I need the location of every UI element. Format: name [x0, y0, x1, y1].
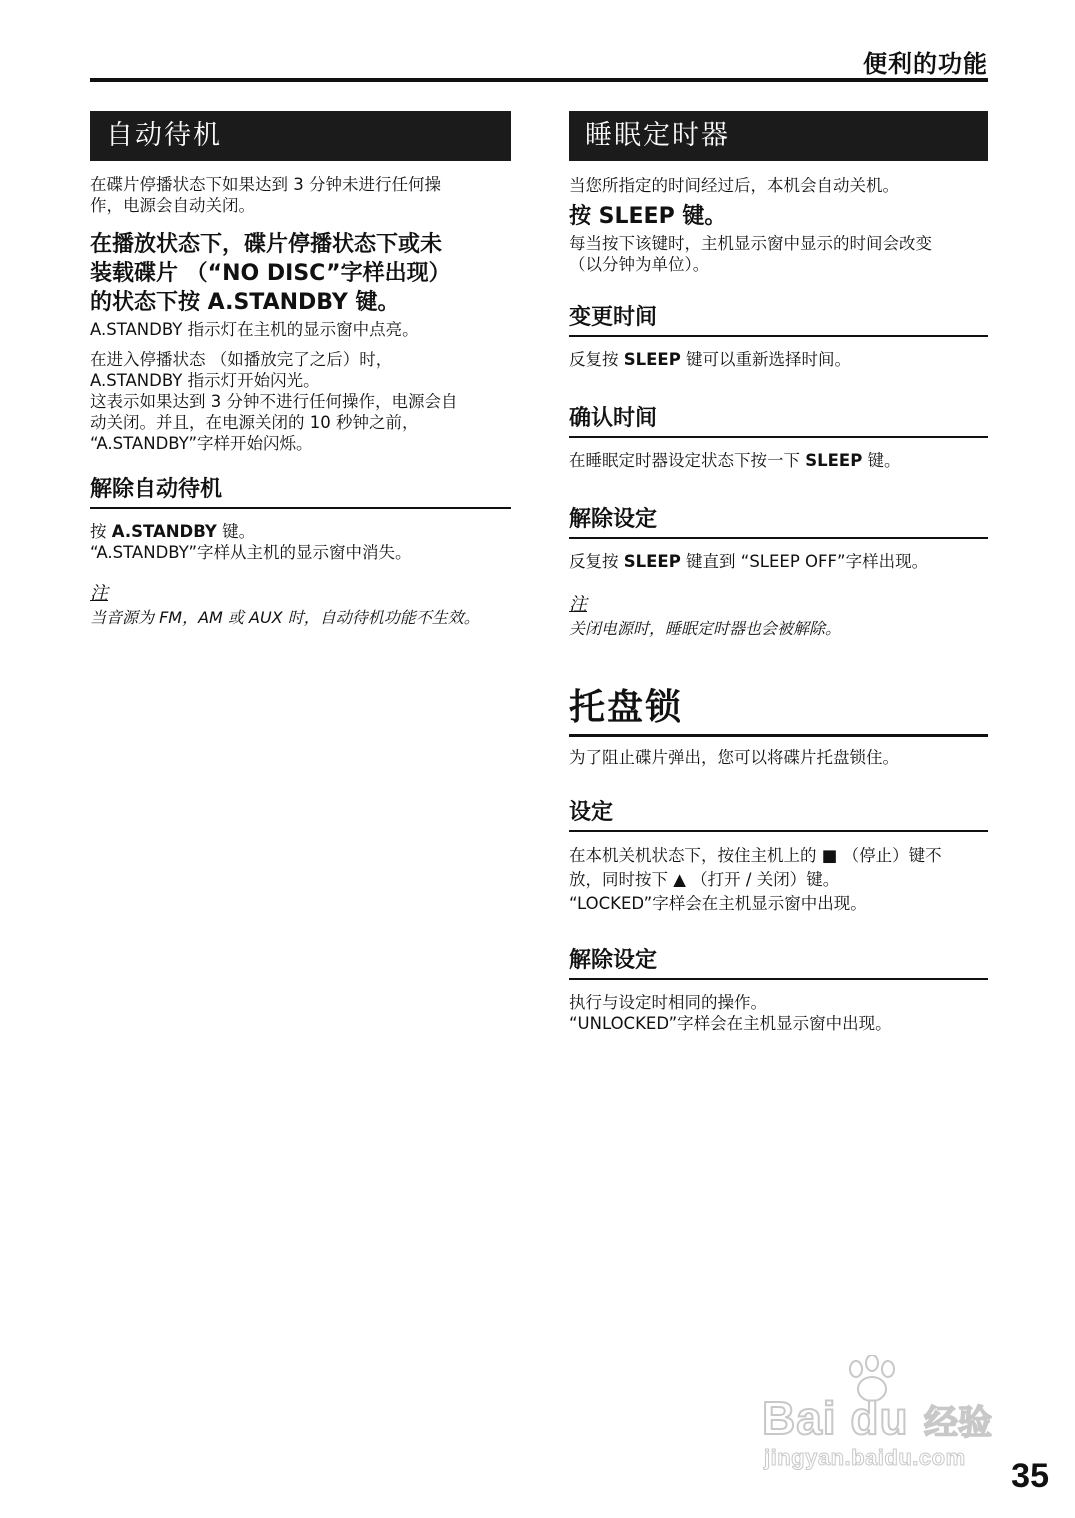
auto-standby-intro: 在碟片停播状态下如果达到 3 分钟未进行任何操 作，电源会自动关闭。: [90, 175, 441, 215]
change-time-text: 反复按 SLEEP 键可以重新选择时间。: [569, 350, 852, 369]
tray-lock-set-text: 在本机关机状态下，按住主机上的 ■ （停止）键不 放，同时按下 ▲ （打开 / 关闭）键。 “LOCKED”字样会在主机显示窗中出现。: [569, 846, 942, 913]
auto-standby-banner: 自动待机: [90, 111, 511, 161]
note-text: 当音源为 FM，AM 或 AUX 时，自动待机功能不生效。: [90, 608, 480, 627]
tray-lock-release-text: 执行与设定时相同的操作。 “UNLOCKED”字样会在主机显示窗中出现。: [569, 993, 892, 1033]
release-setting-text: 反复按 SLEEP 键直到 “SLEEP OFF”字样出现。: [569, 552, 929, 571]
note-heading: 注: [90, 583, 108, 604]
tray-lock-intro: 为了阻止碟片弹出，您可以将碟片托盘锁住。: [569, 748, 899, 767]
page-number: 35: [1011, 1457, 1049, 1495]
tray-lock-release-heading: 解除设定: [569, 946, 988, 980]
auto-standby-instruction: 在播放状态下，碟片停播状态下或未 装载碟片 （“NO DISC”字样出现） 的状态下按 A.STANDBY 键。: [90, 232, 451, 315]
tray-lock-heading: 托盘锁: [569, 679, 988, 737]
release-setting-heading: 解除设定: [569, 505, 988, 539]
change-time-heading: 变更时间: [569, 303, 988, 337]
baidu-watermark: [762, 1355, 1012, 1475]
sleep-desc: 每当按下该键时，主机显示窗中显示的时间会改变 （以分钟为单位）。: [569, 234, 932, 274]
note-text: 关闭电源时，睡眠定时器也会被解除。: [569, 619, 842, 638]
key-name: SLEEP: [805, 451, 863, 470]
auto-standby-step2: 在进入停播状态 （如播放完了之后）时， A.STANDBY 指示灯开始闪光。 这表示如果达到 3 分钟不进行任何操作，电源会自 动关闭。并且，在电源关闭的 10 秒钟之前， “A.STANDBY”字样开始闪烁。: [90, 350, 458, 453]
key-name: SLEEP: [623, 552, 681, 571]
right-column: [569, 111, 988, 1034]
watermark-url: jingyan.baidu.com: [764, 1445, 966, 1470]
left-column: [90, 111, 511, 628]
cancel-auto-standby-text: 按 A.STANDBY 键。 “A.STANDBY”字样从主机的显示窗中消失。: [90, 522, 412, 562]
sleep-timer-banner: 睡眠定时器: [569, 111, 988, 161]
note-heading: 注: [569, 594, 587, 615]
sleep-instruction: 按 SLEEP 键。: [569, 204, 727, 229]
watermark-cn: 经验: [924, 1403, 992, 1443]
auto-standby-step1: A.STANDBY 指示灯在主机的显示窗中点亮。: [90, 320, 419, 339]
tray-lock-set-heading: 设定: [569, 798, 988, 832]
sleep-intro: 当您所指定的时间经过后，本机会自动关机。: [569, 176, 899, 195]
key-name: SLEEP: [623, 350, 681, 369]
key-name: A.STANDBY: [111, 522, 217, 541]
watermark-logo: Bai du: [762, 1392, 909, 1444]
confirm-time-text: 在睡眠定时器设定状态下按一下 SLEEP 键。: [569, 451, 901, 470]
section-title: 便利的功能: [863, 50, 988, 78]
confirm-time-heading: 确认时间: [569, 404, 988, 438]
cancel-auto-standby-heading: 解除自动待机: [90, 475, 511, 509]
page-header: [90, 40, 988, 82]
